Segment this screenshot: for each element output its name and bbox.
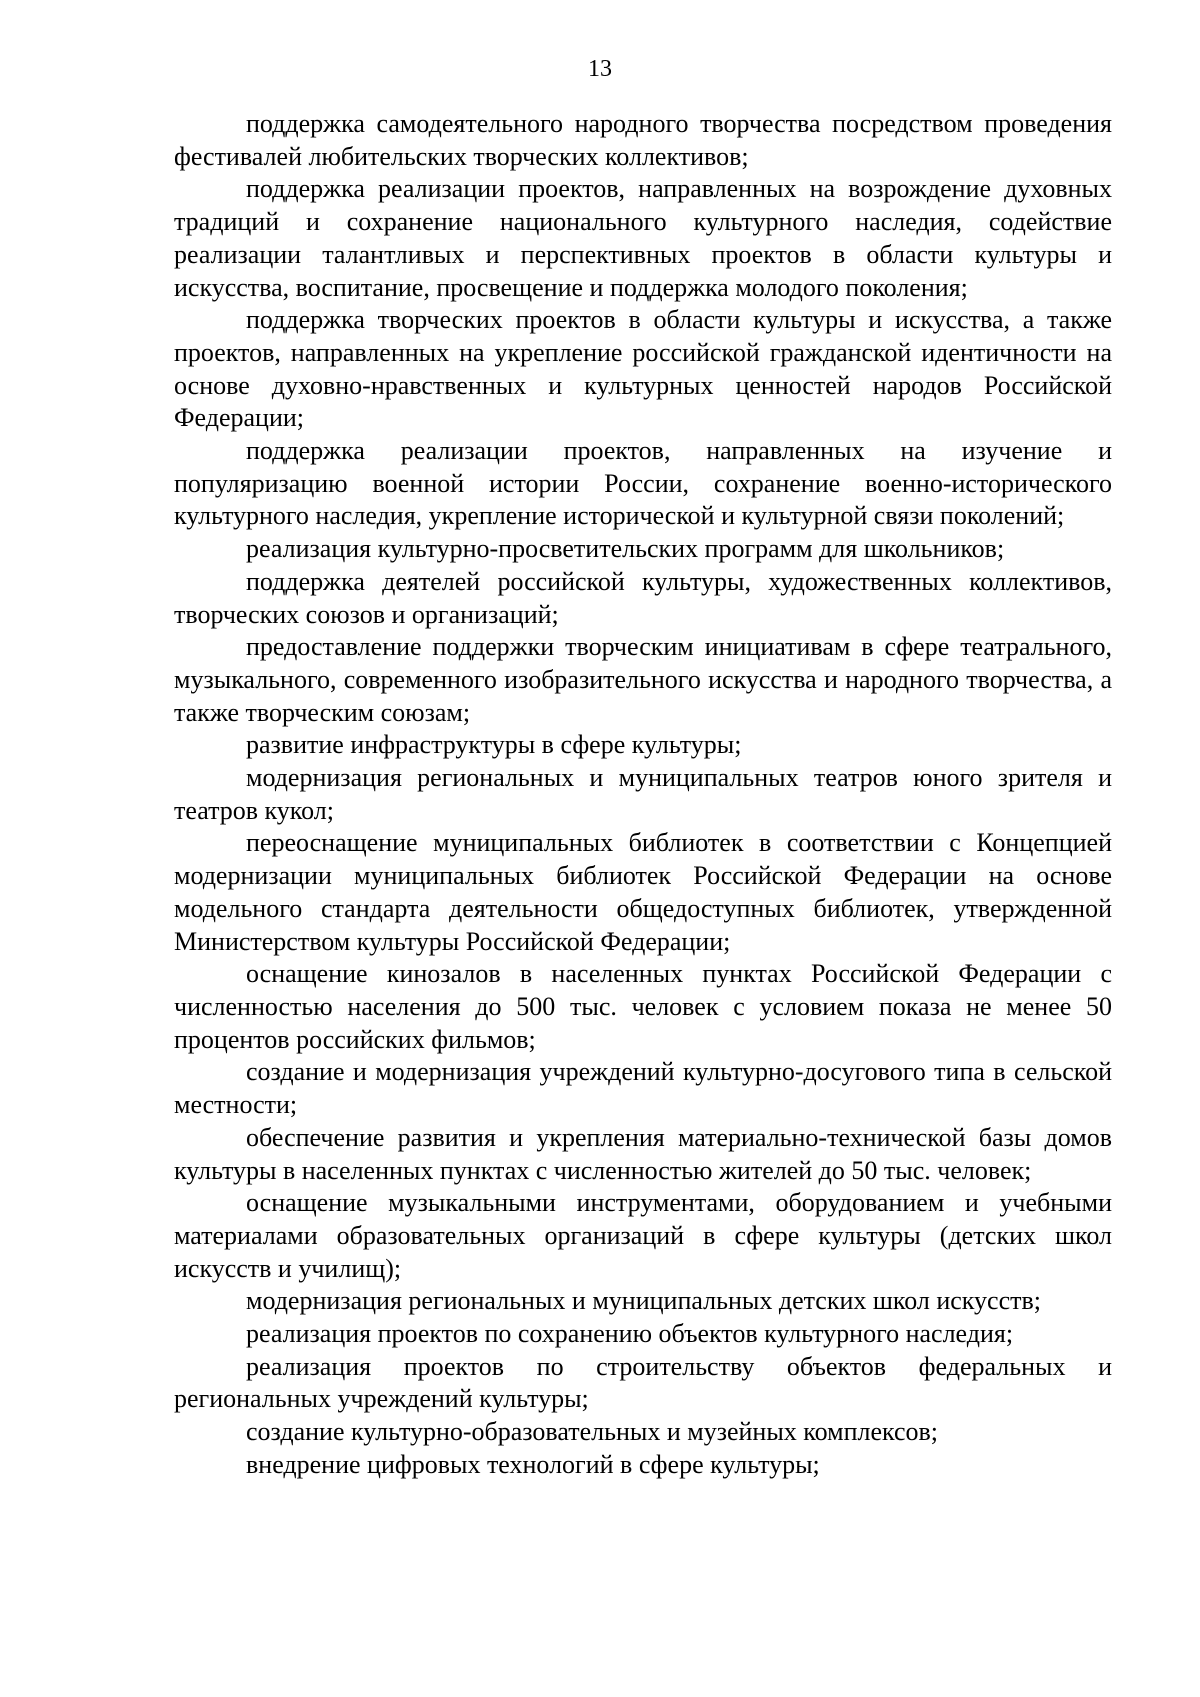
paragraph: реализация проектов по строительству объектов федеральных и региональных учреждений культуры; bbox=[174, 1351, 1112, 1414]
paragraph: поддержка реализации проектов, направленных на изучение и популяризацию военной истории России, сохранение военно-исторического культурного наследия, укрепление исторической и культурной связи поколений; bbox=[174, 436, 1112, 531]
paragraph: обеспечение развития и укрепления материально-технической базы домов культуры в населенных пунктах с численностью жителей до 50 тыс. человек; bbox=[174, 1122, 1112, 1185]
paragraph: реализация проектов по сохранению объектов культурного наследия; bbox=[246, 1319, 1014, 1349]
paragraph: поддержка деятелей российской культуры, художественных коллективов, творческих союзов и организаций; bbox=[174, 566, 1112, 629]
paragraph: оснащение кинозалов в населенных пунктах Российской Федерации с численностью населения до 500 тыс. человек с условием показа не менее 50 процентов российских фильмов; bbox=[174, 959, 1112, 1054]
paragraph: развитие инфраструктуры в сфере культуры; bbox=[246, 730, 742, 760]
paragraph: поддержка самодеятельного народного творчества посредством проведения фестивалей любительских творческих коллективов; bbox=[174, 109, 1112, 171]
paragraph: модернизация региональных и муниципальных театров юного зрителя и театров кукол; bbox=[174, 763, 1112, 825]
paragraph: оснащение музыкальными инструментами, оборудованием и учебными материалами образовательных организаций в сфере культуры (детских школ искусств и училищ); bbox=[174, 1188, 1112, 1283]
paragraph: модернизация региональных и муниципальных детских школ искусств; bbox=[246, 1286, 1041, 1316]
paragraph: переоснащение муниципальных библиотек в соответствии с Концепцией модернизации муниципальных библиотек Российской Федерации на основе модельного стандарта деятельности общедоступных библиотек, утвержденной Министерством культуры Российской Федерации; bbox=[174, 828, 1112, 956]
document-body bbox=[174, 108, 1112, 1482]
paragraph: поддержка реализации проектов, направленных на возрождение духовных традиций и сохранение национального культурного наследия, содействие реализации талантливых и перспективных проектов в области культуры и искусства, воспитание, просвещение и поддержка молодого поколения; bbox=[174, 174, 1112, 302]
paragraph: поддержка творческих проектов в области культуры и искусства, а также проектов, направленных на укрепление российской гражданской идентичности на основе духовно-нравственных и культурных ценностей народов Российской Федерации; bbox=[174, 305, 1112, 433]
paragraph: внедрение цифровых технологий в сфере культуры; bbox=[246, 1449, 820, 1479]
paragraph: реализация культурно-просветительских программ для школьников; bbox=[246, 534, 1005, 564]
paragraph: предоставление поддержки творческим инициативам в сфере театрального, музыкального, современного изобразительного искусства и народного творчества, а также творческим союзам; bbox=[174, 632, 1112, 727]
paragraph: создание и модернизация учреждений культурно-досугового типа в сельской местности; bbox=[174, 1057, 1112, 1120]
paragraph: создание культурно-образовательных и музейных комплексов; bbox=[246, 1417, 939, 1447]
page-number: 13 bbox=[588, 56, 612, 82]
